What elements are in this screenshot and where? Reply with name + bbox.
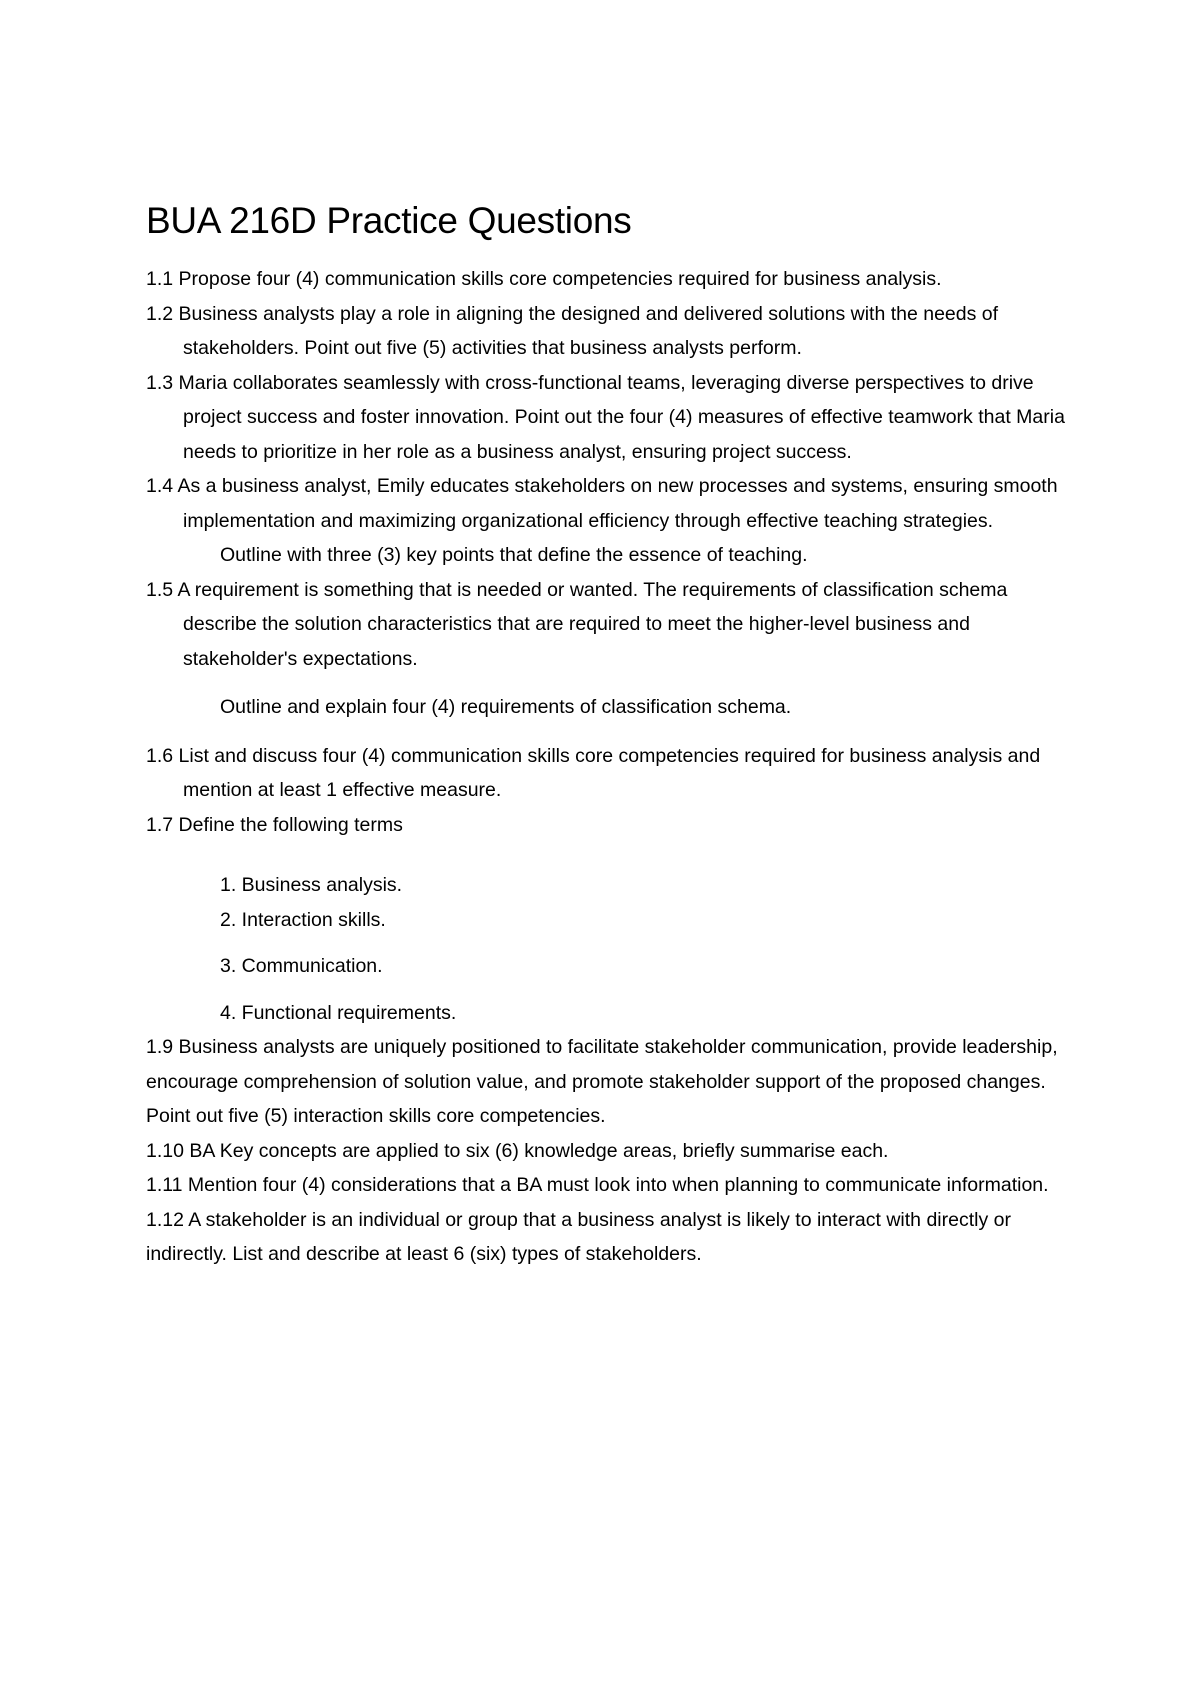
question-1-12: 1.12 A stakeholder is an individual or group that a business analyst is likely to interact with directly or indirectly. List and describe at least 6 (six) types of stakeholders. (146, 1208, 1011, 1265)
question-1-10: 1.10 BA Key concepts are applied to six (6) knowledge areas, briefly summarise each. (146, 1139, 889, 1162)
term-item: 4. Functional requirements. (220, 1001, 457, 1024)
question-1-5: 1.5 A requirement is something that is needed or wanted. The requirements of classification schema describe the solution characteristics that are required to meet the higher-level business and stakeholder's expectations. (146, 578, 1008, 670)
document-page (146, 200, 1086, 1272)
terms-list (146, 868, 1086, 1030)
question-1-1: 1.1 Propose four (4) communication skills core competencies required for business analysis. (146, 268, 942, 290)
question-1-7: 1.7 Define the following terms (146, 813, 403, 836)
term-item: 3. Communication. (220, 955, 383, 977)
question-1-2: 1.2 Business analysts play a role in aligning the designed and delivered solutions with the needs of stakeholders. Point out five (5) activities that business analysts perform. (146, 302, 999, 359)
page-title: BUA 216D Practice Questions (146, 200, 632, 241)
question-1-6: 1.6 List and discuss four (4) communication skills core competencies required for business analysis and mention at least 1 effective measure. (146, 744, 1041, 801)
question-1-9-prompt: Point out five (5) interaction skills core competencies. (146, 1105, 606, 1127)
question-1-4-prompt: Outline with three (3) key points that define the essence of teaching. (220, 544, 808, 566)
term-item: 1. Business analysis. (220, 874, 403, 896)
question-1-5-prompt: Outline and explain four (4) requirements of classification schema. (220, 696, 792, 718)
question-1-3: 1.3 Maria collaborates seamlessly with cross-functional teams, leveraging diverse perspectives to drive project success and foster innovation. Point out the four (4) measures of effective teamwork that Maria needs to prioritize in her role as a business analyst, ensuring project success. (146, 371, 1065, 463)
question-1-4: 1.4 As a business analyst, Emily educates stakeholders on new processes and systems, ensuring smooth implementation and maximizing organizational efficiency through effective teaching strategies. (146, 475, 1058, 532)
question-1-9: 1.9 Business analysts are uniquely positioned to facilitate stakeholder communication, provide leadership, encourage comprehension of solution value, and promote stakeholder support of the proposed changes. (146, 1036, 1058, 1093)
question-1-11: 1.11 Mention four (4) considerations that a BA must look into when planning to communicate information. (146, 1174, 1049, 1196)
term-item: 2. Interaction skills. (220, 908, 386, 931)
